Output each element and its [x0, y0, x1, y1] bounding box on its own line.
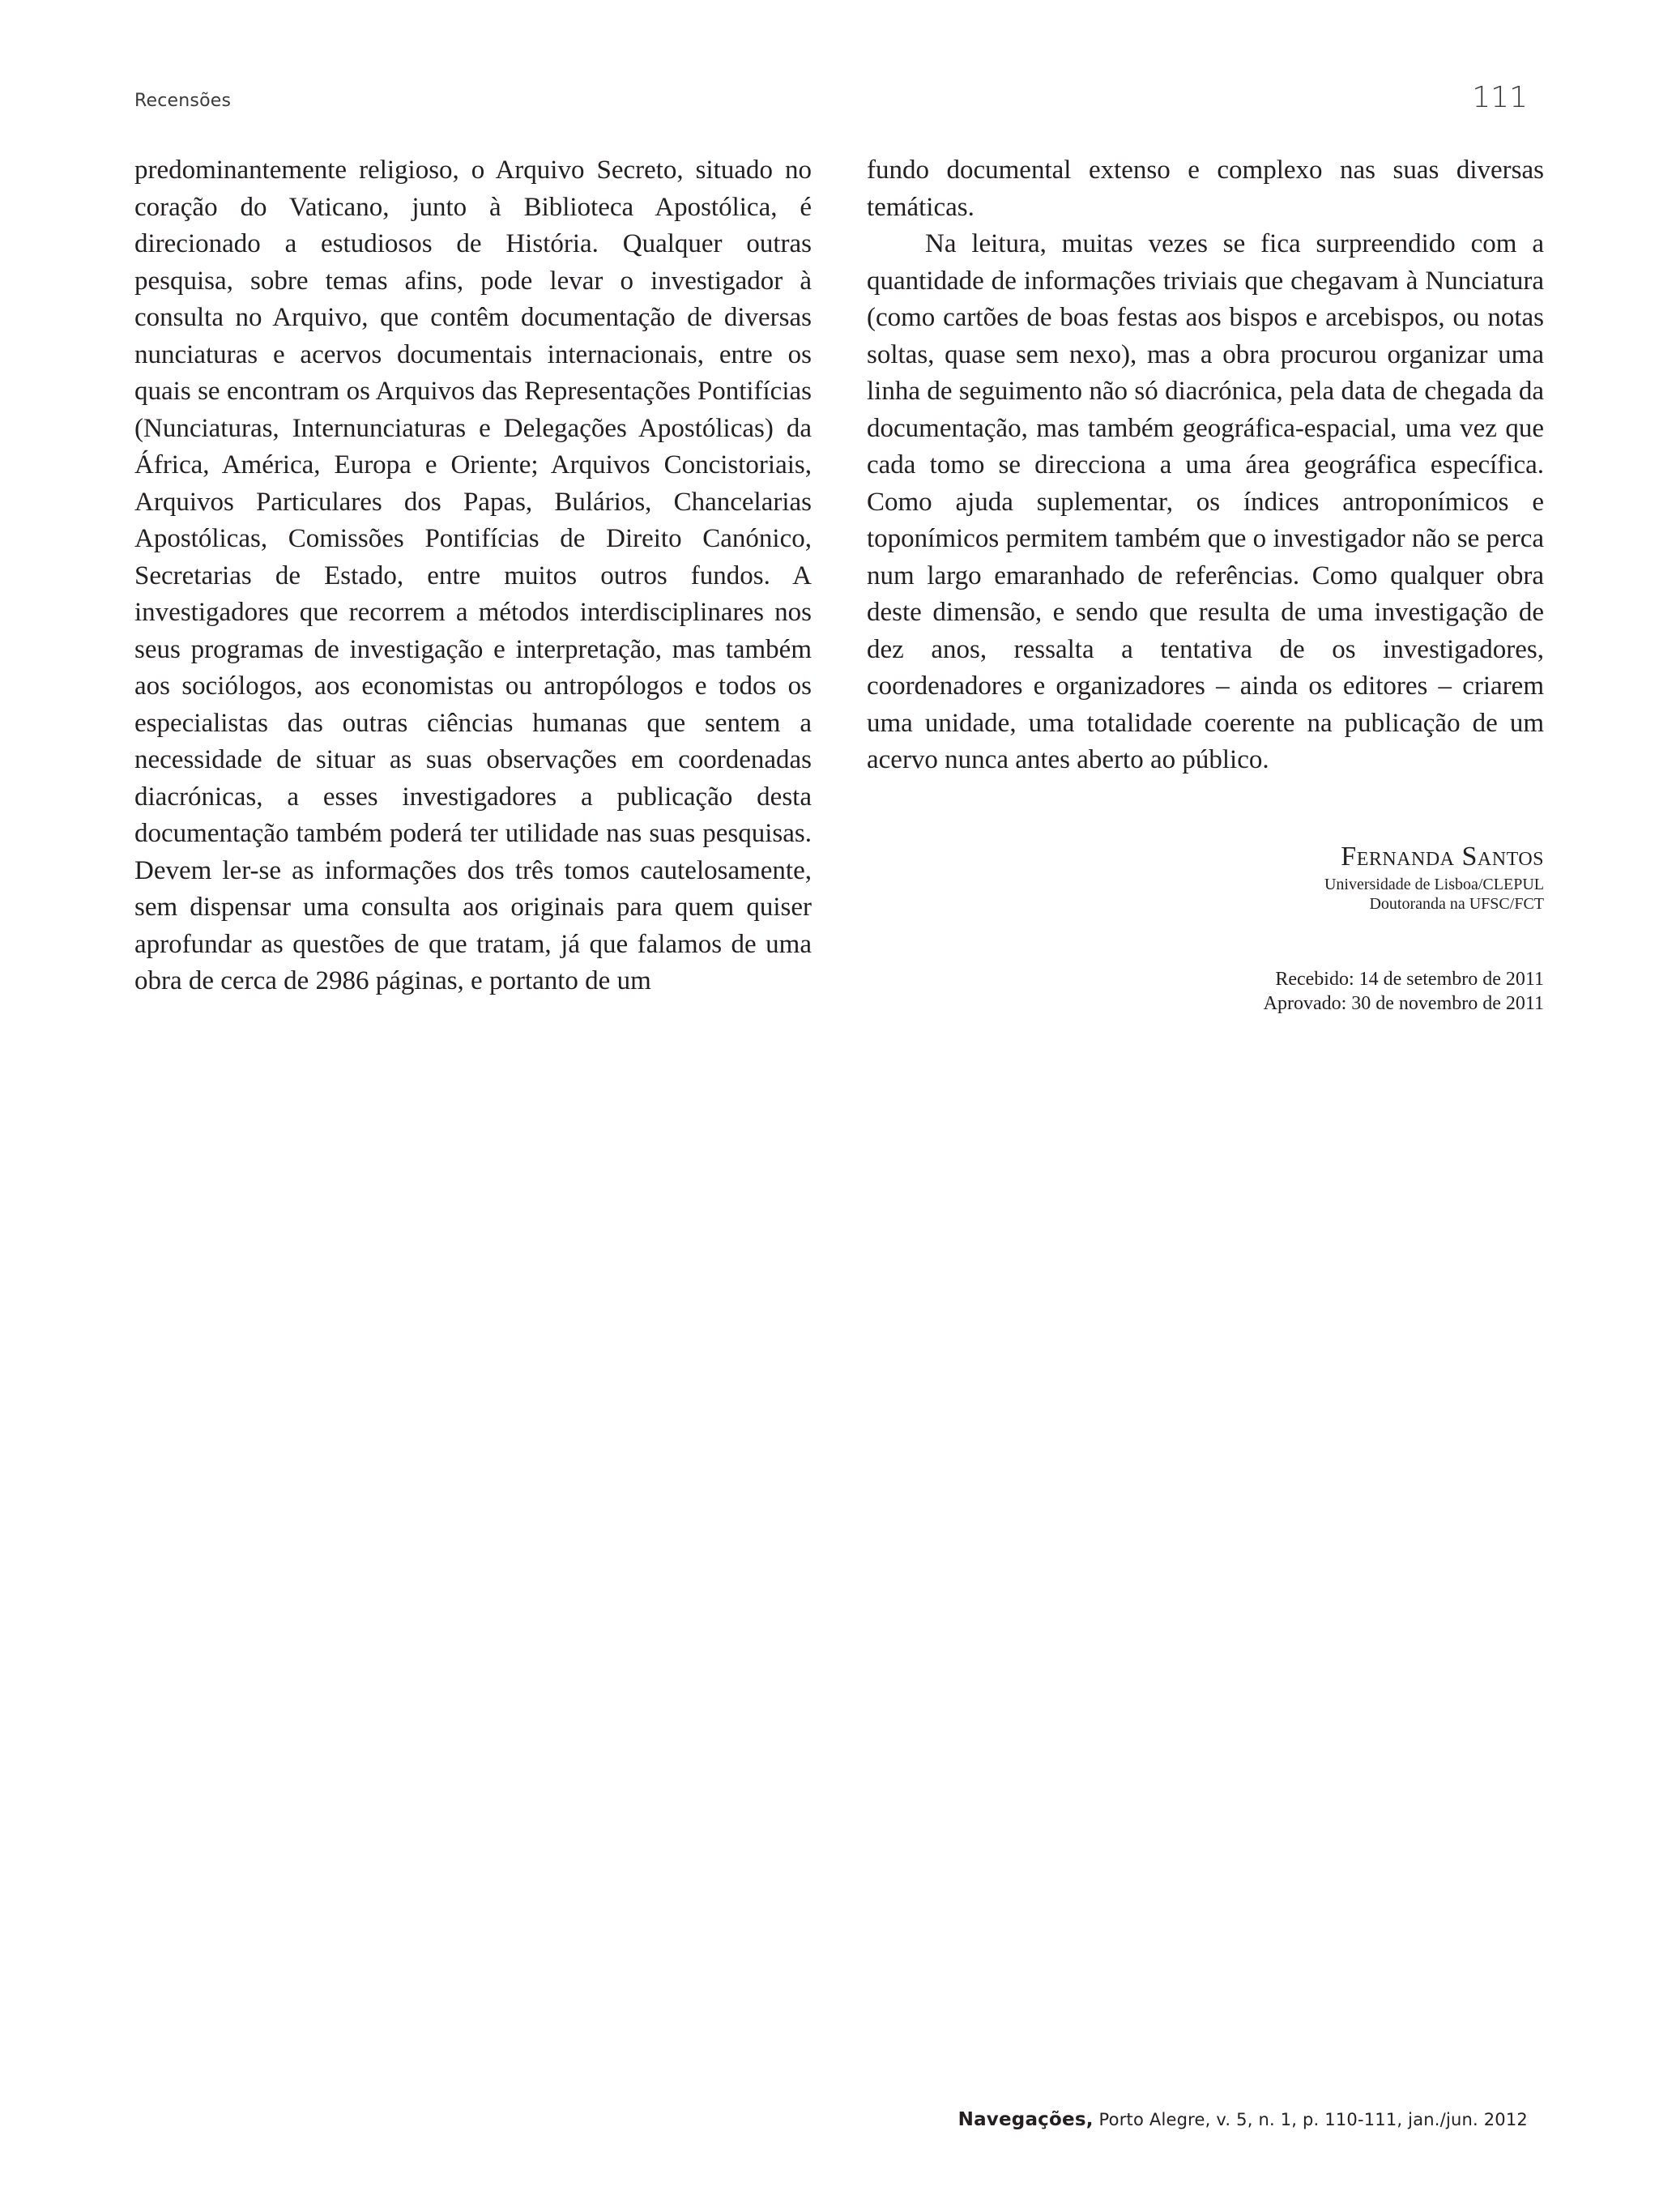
running-head: Recensões: [134, 91, 232, 111]
approved-date: Aprovado: 30 de novembro de 2011: [1263, 993, 1544, 1014]
submission-dates: [1264, 967, 1544, 1016]
author-affiliation: Universidade de Lisboa/CLEPUL: [1324, 876, 1544, 893]
journal-name: Navegações,: [957, 2109, 1094, 2130]
received-date: Recebido: 14 de setembro de 2011: [1275, 969, 1544, 990]
author-signature: [1324, 839, 1544, 914]
author-name: Fernanda Santos: [1341, 842, 1544, 872]
left-column: [134, 152, 812, 1000]
citation-details: Porto Alegre, v. 5, n. 1, p. 110-111, jan./jun. 2012: [1093, 2110, 1528, 2129]
body-paragraph: Na leitura, muitas vezes se fica surpreendido com a quantidade de informações triviais que chegavam à Nunciatura (como cartões de boas festas aos bispos e arcebispos, ou notas soltas, quase sem nexo), mas a obra procurou organizar uma linha de seguimento não só diacrónica, pela data de chegada da documentação, mas também geográfica-espacial, uma vez que cada tomo se direcciona a uma área geográfica específica. Como ajuda suplementar, os índices antroponímicos e toponímicos permitem também que o investigador não se perca num largo emaranhado de referências. Como qualquer obra deste dimensão, e sendo que resulta de uma investigação de dez anos, ressalta a tentativa de os investigadores, coordenadores e organizadores – ainda os editores – criarem uma unidade, uma totalidade coerente na publicação de um acervo nunca antes aberto ao público.: [867, 229, 1544, 774]
right-column: [867, 152, 1544, 779]
author-affiliation: Doutoranda na UFSC/FCT: [1369, 895, 1544, 913]
footer-citation: [958, 2109, 1528, 2130]
body-paragraph: predominantemente religioso, o Arquivo Secreto, situado no coração do Vaticano, junto à Biblioteca Apostólica, é direcionado a estudiosos de História. Qualquer outras pesquisa, sobre temas afins, pode levar o investigador à consulta no Arquivo, que contêm documentação de diversas nunciaturas e acervos documentais internacionais, entre os quais se encontram os Arquivos das Representações Pontifícias (Nunciaturas, Internunciaturas e Delegações Apostólicas) da África, América, Europa e Oriente; Arquivos Concistoriais, Arquivos Particulares dos Papas, Bulários, Chancelarias Apostólicas, Comissões Pontifícias de Direito Canónico, Secretarias de Estado, entre muitos outros fundos. A investigadores que recorrem a métodos interdisciplinares nos seus programas de investigação e interpretação, mas também aos sociólogos, aos economistas ou antropólogos e todos os especialistas das outras ciências humanas que sentem a necessidade de situar as suas observações em coordenadas diacrónicas, a esses investigadores a publicação desta documentação também poderá ter utilidade nas suas pesquisas. Devem ler-se as informações dos três tomos cautelosamente, sem dispensar uma consulta aos originais para quem quiser aprofundar as questões de que tratam, já que falamos de uma obra de cerca de 2986 páginas, e portanto de um: [134, 156, 812, 995]
page-number: 111: [1472, 81, 1528, 114]
body-paragraph: fundo documental extenso e complexo nas suas diversas temáticas.: [867, 156, 1544, 222]
